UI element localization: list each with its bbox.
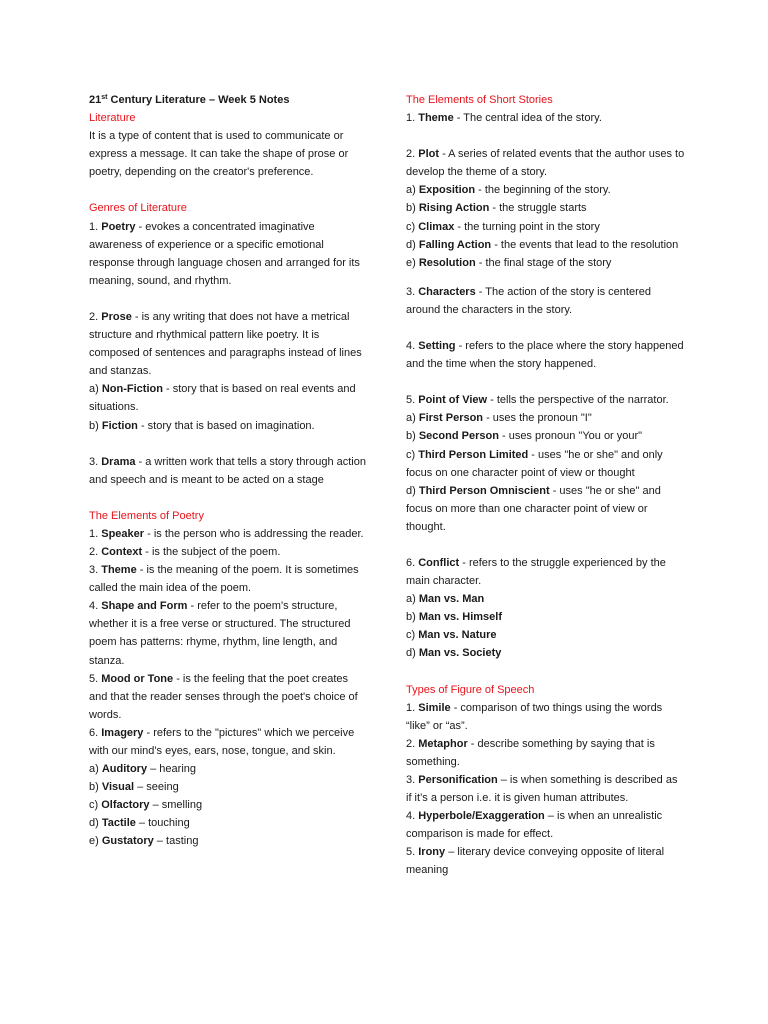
pov-third-omniscient: d) Third Person Omniscient - uses "he or she" and focus on more than one character point of view or thought. (406, 484, 661, 533)
story-plot: 2. Plot - A series of related events that the author uses to develop the theme of a story. (406, 148, 685, 179)
genre-fiction: b) Fiction - story that is based on imagination. (89, 419, 315, 432)
plot-resolution: e) Resolution - the final stage of the story (406, 256, 612, 269)
left-column (89, 91, 369, 851)
poetry-mood-tone: 5. Mood or Tone - is the feeling that the poet creates and that the reader senses through the poet's choice of words. (89, 672, 358, 721)
pov-first-person: a) First Person - uses the pronoun "I" (406, 412, 592, 425)
literature-definition: It is a type of content that is used to communicate or express a message. It can take the shape of prose or poetry, depending on the creator's preference. (89, 130, 349, 179)
plot-climax: c) Climax - the turning point in the story (406, 220, 600, 233)
plot-exposition: a) Exposition - the beginning of the story. (406, 184, 611, 197)
imagery-gustatory: e) Gustatory – tasting (89, 835, 199, 848)
poetry-theme: 3. Theme - is the meaning of the poem. It is sometimes called the main idea of the poem. (89, 564, 359, 595)
conflict-man-vs-himself: b) Man vs. Himself (406, 611, 502, 624)
genre-non-fiction: a) Non-Fiction - story that is based on real events and situations. (89, 383, 356, 414)
conflict-man-vs-nature: c) Man vs. Nature (406, 629, 497, 642)
pov-third-limited: c) Third Person Limited - uses "he or she" and only focus on one character point of view or thought (406, 448, 663, 479)
page-title (89, 91, 369, 109)
imagery-auditory: a) Auditory – hearing (89, 763, 197, 776)
plot-falling-action: d) Falling Action - the events that lead to the resolution (406, 238, 679, 251)
figure-irony: 5. Irony – literary device conveying opposite of literal meaning (406, 846, 665, 877)
pov-second-person: b) Second Person - uses pronoun "You or your" (406, 430, 643, 443)
story-characters: 3. Characters - The action of the story is centered around the characters in the story. (406, 285, 651, 316)
poetry-context: 2. Context - is the subject of the poem. (89, 545, 281, 558)
genre-poetry: 1. Poetry - evokes a concentrated imaginative awareness of experience or a specific emotional response through language chosen and arranged for its meaning, sound, and rhythm. (89, 220, 360, 287)
figure-of-speech-heading: Types of Figure of Speech (406, 683, 535, 696)
figure-personification: 3. Personification – is when something is described as if it’s a person i.e. it is given human attributes. (406, 774, 678, 805)
conflict-man-vs-society: d) Man vs. Society (406, 647, 502, 660)
poetry-speaker: 1. Speaker - is the person who is addressing the reader. (89, 527, 364, 540)
story-conflict: 6. Conflict - refers to the struggle experienced by the main character. (406, 556, 666, 588)
story-setting: 4. Setting - refers to the place where the story happened and the time when the story happened. (406, 340, 684, 371)
plot-rising-action: b) Rising Action - the struggle starts (406, 202, 587, 215)
imagery-tactile: d) Tactile – touching (89, 817, 190, 830)
figure-metaphor: 2. Metaphor - describe something by saying that is something. (406, 737, 655, 768)
genres-heading: Genres of Literature (89, 202, 187, 215)
poetry-imagery: 6. Imagery - refers to the "pictures" which we perceive with our mind's eyes, ears, nose, tongue, and skin. (89, 726, 355, 757)
right-column (406, 91, 686, 880)
poetry-elements-heading: The Elements of Poetry (89, 509, 204, 522)
imagery-olfactory: c) Olfactory – smelling (89, 799, 203, 812)
figure-simile: 1. Simile - comparison of two things using the words “like” or “as”. (406, 701, 663, 732)
conflict-man-vs-man: a) Man vs. Man (406, 593, 485, 606)
title-superscript: st (101, 94, 108, 101)
genre-drama: 3. Drama - a written work that tells a story through action and speech and is meant to be acted on a stage (89, 455, 366, 486)
literature-heading: Literature (89, 112, 136, 125)
story-theme: 1. Theme - The central idea of the story. (406, 112, 602, 125)
genre-prose: 2. Prose - is any writing that does not have a metrical structure and rhythmical pattern like poetry. It is composed of sentences and paragraphs instead of lines and stanzas. (89, 310, 362, 378)
story-point-of-view: 5. Point of View - tells the perspective of the narrator. (406, 394, 669, 407)
title-number: 21 (89, 94, 102, 106)
imagery-visual: b) Visual – seeing (89, 781, 179, 794)
short-stories-heading: The Elements of Short Stories (406, 94, 553, 106)
poetry-shape-form: 4. Shape and Form - refer to the poem's structure, whether it is a free verse or structured. The structured poem has patterns: rhyme, rhythm, line length, and stanza. (89, 600, 351, 667)
figure-hyperbole: 4. Hyperbole/Exaggeration – is when an unrealistic comparison is made for effect. (406, 810, 663, 841)
title-text: Century Literature – Week 5 Notes (107, 94, 290, 106)
